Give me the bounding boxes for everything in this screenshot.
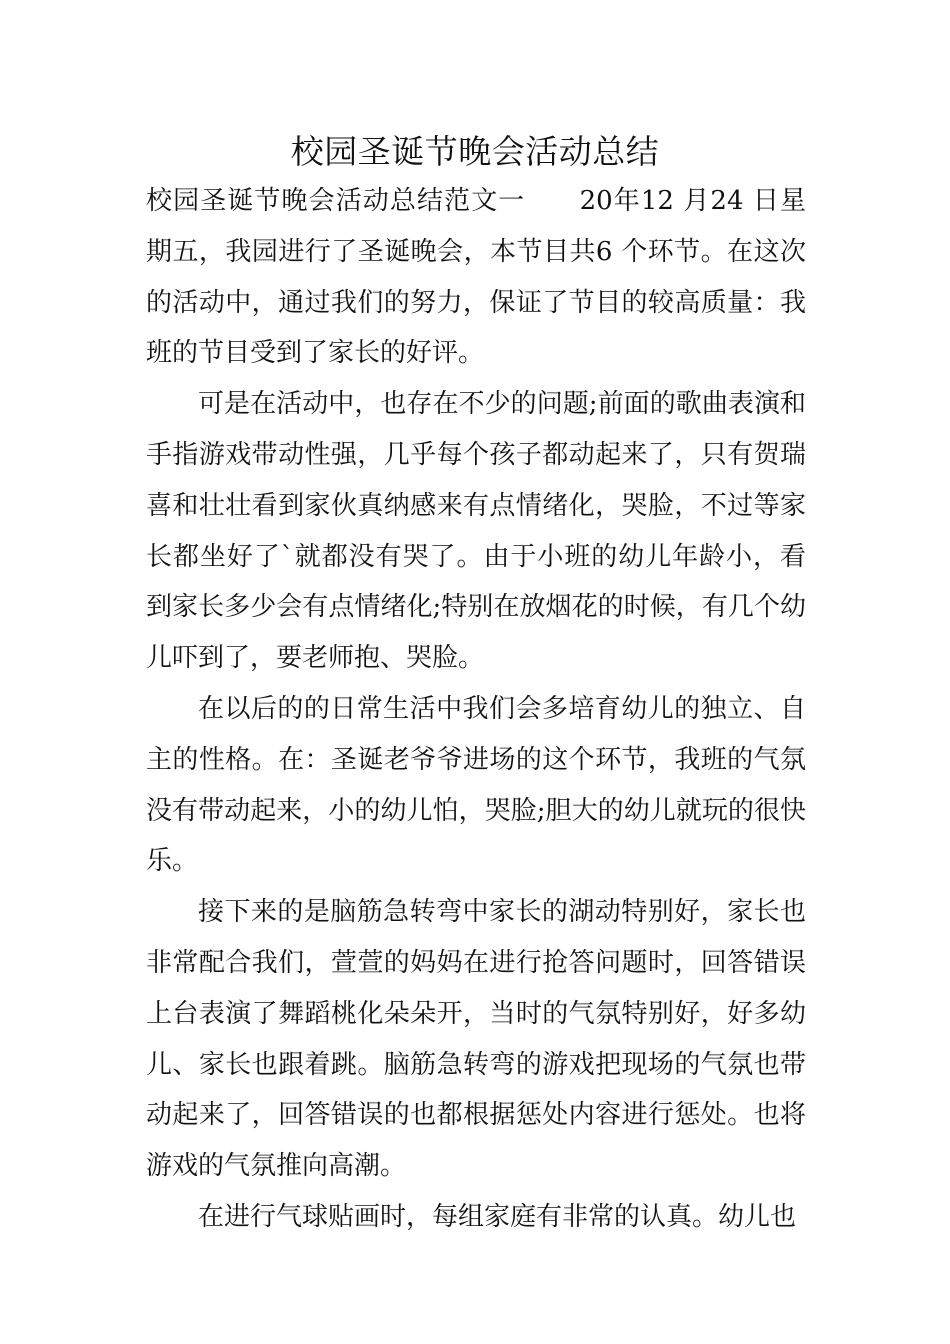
paragraph-1: 校园圣诞节晚会活动总结范文一 20年12 月24 日星期五，我园进行了圣诞晚会，本节目共6 个环节。在这次的活动中，通过我们的努力，保证了节目的较高质量：我班的节目受到了家长的好评。 (146, 186, 806, 369)
document-body (146, 176, 806, 1243)
paragraph-5: 在进行气球贴画时，每组家庭有非常的认真。幼儿也 (198, 1201, 797, 1232)
paragraph-2: 可是在活动中，也存在不少的问题;前面的歌曲表演和手指游戏带动性强，几乎每个孩子都动起来了，只有贺瑞喜和壮壮看到家伙真纳感来有点情绪化，哭脸，不过等家长都坐好了`就都没有哭了。由于小班的幼儿年龄小，看到家长多少会有点情绪化;特别在放烟花的时候，有几个幼儿吓到了，要老师抱、哭脸。 (146, 389, 806, 674)
paragraph-4: 接下来的是脑筋急转弯中家长的湖动特别好，家长也非常配合我们，萱萱的妈妈在进行抢答问题时，回答错误上台表演了舞蹈桃化朵朵开，当时的气氛特别好，好多幼儿、家长也跟着跳。脑筋急转弯的游戏把现场的气氛也带动起来了，回答错误的也都根据惩处内容进行惩处。也将游戏的气氛推向高潮。 (146, 897, 806, 1182)
document-title: 校园圣诞节晚会活动总结 (290, 132, 660, 171)
paragraph-3: 在以后的的日常生活中我们会多培育幼儿的独立、自主的性格。在：圣诞老爷爷进场的这个环节，我班的气氛没有带动起来，小的幼儿怕，哭脸;胆大的幼儿就玩的很快乐。 (146, 693, 806, 877)
